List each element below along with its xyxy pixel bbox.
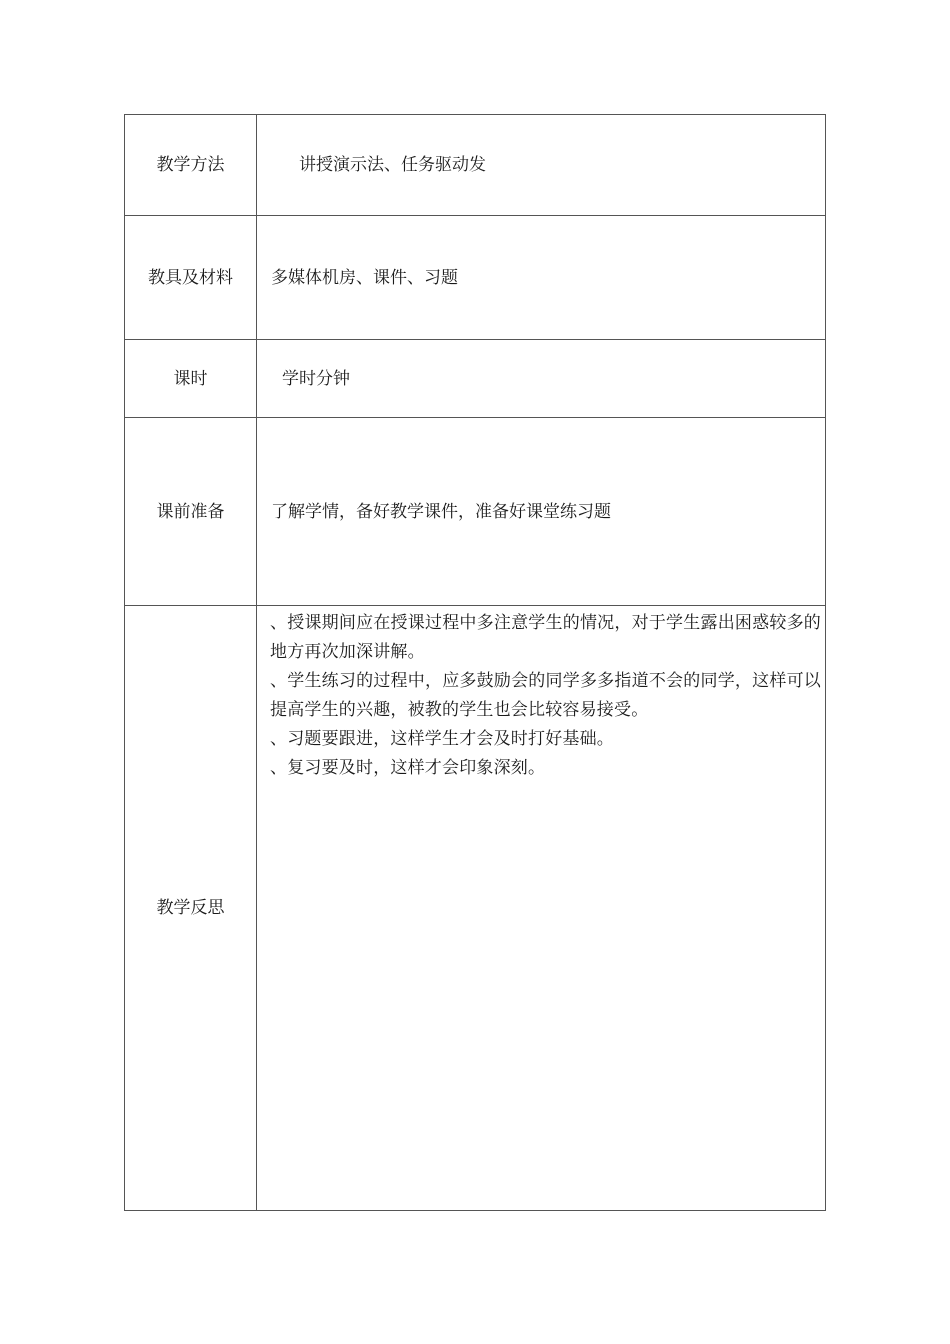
preparation-value: 了解学情，备好教学课件，准备好课堂练习题 <box>257 418 826 606</box>
reflection-label: 教学反思 <box>125 606 257 1211</box>
class-hours-value: 学时分钟 <box>257 340 826 418</box>
materials-value: 多媒体机房、课件、习题 <box>257 216 826 340</box>
preparation-label: 课前准备 <box>125 418 257 606</box>
reflection-item-4: 、复习要及时，这样才会印象深刻。 <box>270 758 546 778</box>
class-hours-row <box>125 340 826 418</box>
reflection-item-2: 、学生练习的过程中，应多鼓励会的同学多多指道不会的同学，这样可以提高学生的兴趣，被教的学生也会比较容易接受。 <box>270 671 821 720</box>
reflection-content <box>257 606 826 1211</box>
teaching-method-row <box>125 115 826 216</box>
teaching-method-label: 教学方法 <box>125 115 257 216</box>
lesson-plan-table <box>124 114 826 1211</box>
materials-row <box>125 216 826 340</box>
materials-label: 教具及材料 <box>125 216 257 340</box>
preparation-row <box>125 418 826 606</box>
teaching-method-value: 讲授演示法、任务驱动发 <box>257 115 826 216</box>
reflection-row <box>125 606 826 1211</box>
reflection-item-3: 、习题要跟进，这样学生才会及时打好基础。 <box>270 729 614 749</box>
reflection-item-1: 、授课期间应在授课过程中多注意学生的情况，对于学生露出困惑较多的地方再次加深讲解。 <box>270 613 821 662</box>
class-hours-label: 课时 <box>125 340 257 418</box>
